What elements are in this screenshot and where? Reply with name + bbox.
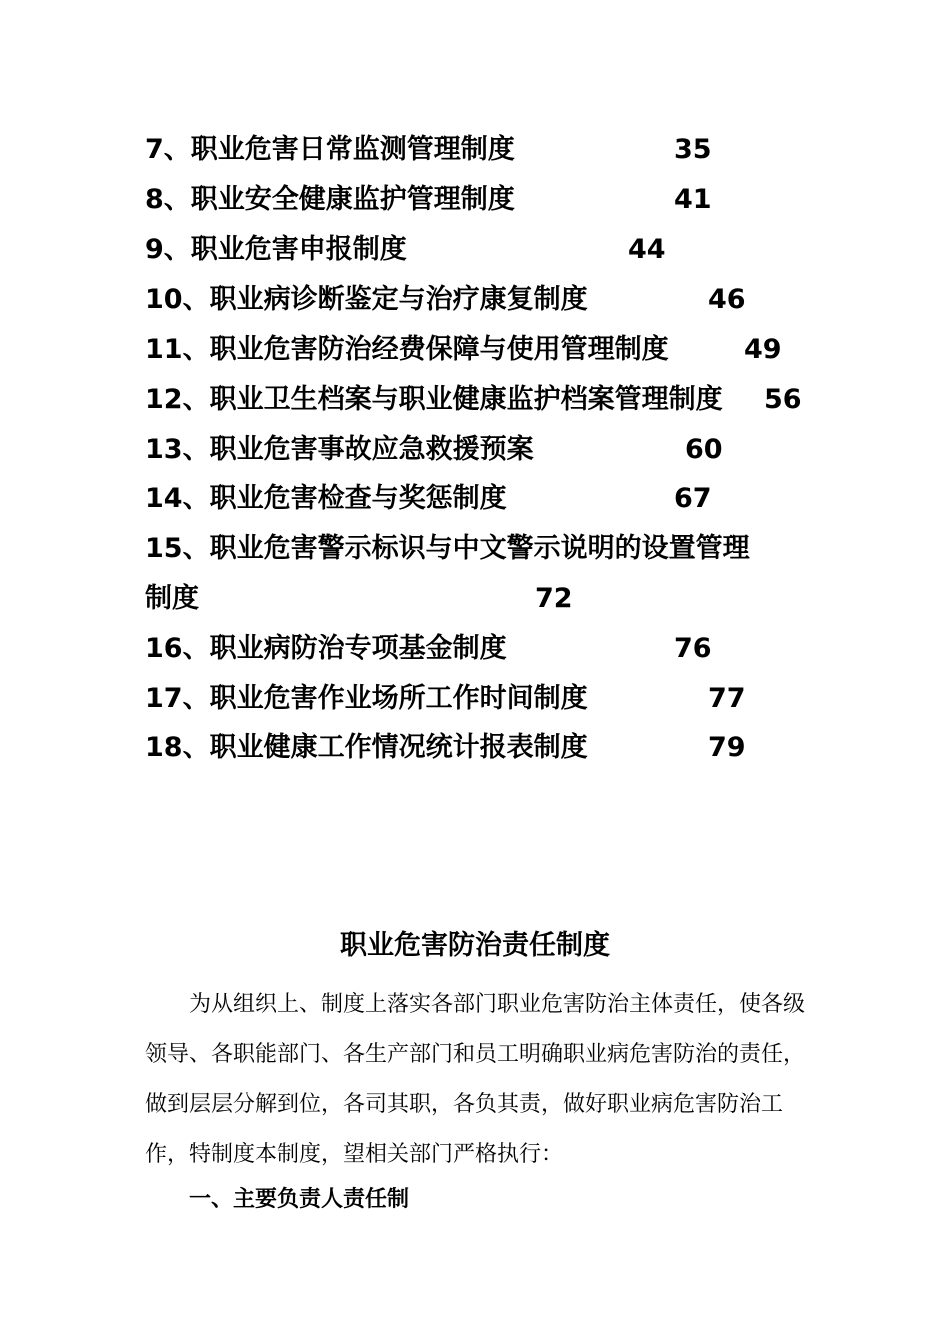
toc-entry-title: 10、职业病诊断鉴定与治疗康复制度	[145, 284, 588, 315]
toc-entry-title: 15、职业危害警示标识与中文警示说明的设置管理	[145, 533, 750, 564]
toc-entry-title: 11、职业危害防治经费保障与使用管理制度	[145, 334, 669, 365]
toc-entry	[0, 380, 950, 420]
toc-entry-page: 44	[628, 234, 666, 265]
toc-entry-page: 76	[674, 633, 712, 664]
toc-entry-page: 56	[764, 384, 802, 415]
toc-entry	[0, 230, 950, 270]
toc-entry-page: 35	[674, 134, 712, 165]
toc-entry-page: 79	[708, 732, 746, 763]
toc-entry-title: 17、职业危害作业场所工作时间制度	[145, 683, 588, 714]
toc-entry-title: 7、职业危害日常监测管理制度	[145, 134, 515, 165]
intro-paragraph: 为从组织上、制度上落实各部门职业危害防治主体责任，使各级领导、各职能部门、各生产部门和员工明确职业病危害防治的责任，做到层层分解到位，各司其职，各负其责，做好职业病危害防治工作，特制度本制度，望相关部门严格执行：	[145, 992, 806, 1167]
toc-entry-title: 9、职业危害申报制度	[145, 234, 407, 265]
toc-entry-page: 72	[535, 583, 573, 614]
toc-entry-title: 13、职业危害事故应急救援预案	[145, 434, 534, 465]
toc-entry-title: 18、职业健康工作情况统计报表制度	[145, 732, 588, 763]
toc-entry	[0, 629, 950, 669]
toc-entry-page: 60	[685, 434, 723, 465]
toc-entry	[0, 529, 950, 569]
toc-entry-title: 16、职业病防治专项基金制度	[145, 633, 507, 664]
toc-entry-page: 67	[674, 483, 712, 514]
toc-entry	[0, 479, 950, 519]
toc-entry	[0, 728, 950, 768]
toc-entry	[0, 430, 950, 470]
toc-entry-title: 14、职业危害检查与奖惩制度	[145, 483, 507, 514]
toc-entry	[0, 280, 950, 320]
toc-entry	[0, 180, 950, 220]
toc-entry-title: 制度	[145, 583, 199, 614]
subheading: 一、主要负责人责任制	[189, 1187, 410, 1212]
toc-entry-page: 49	[744, 334, 782, 365]
toc-entry-page: 41	[674, 184, 712, 215]
toc-entry-title: 12、职业卫生档案与职业健康监护档案管理制度	[145, 384, 723, 415]
toc-entry-page: 77	[708, 683, 746, 714]
toc-entry	[0, 679, 950, 719]
toc-entry-title: 8、职业安全健康监护管理制度	[145, 184, 515, 215]
section-title: 职业危害防治责任制度	[340, 930, 610, 961]
toc-entry	[0, 330, 950, 370]
toc-entry	[0, 130, 950, 170]
toc-entry-page: 46	[708, 284, 746, 315]
toc-entry	[0, 579, 950, 619]
